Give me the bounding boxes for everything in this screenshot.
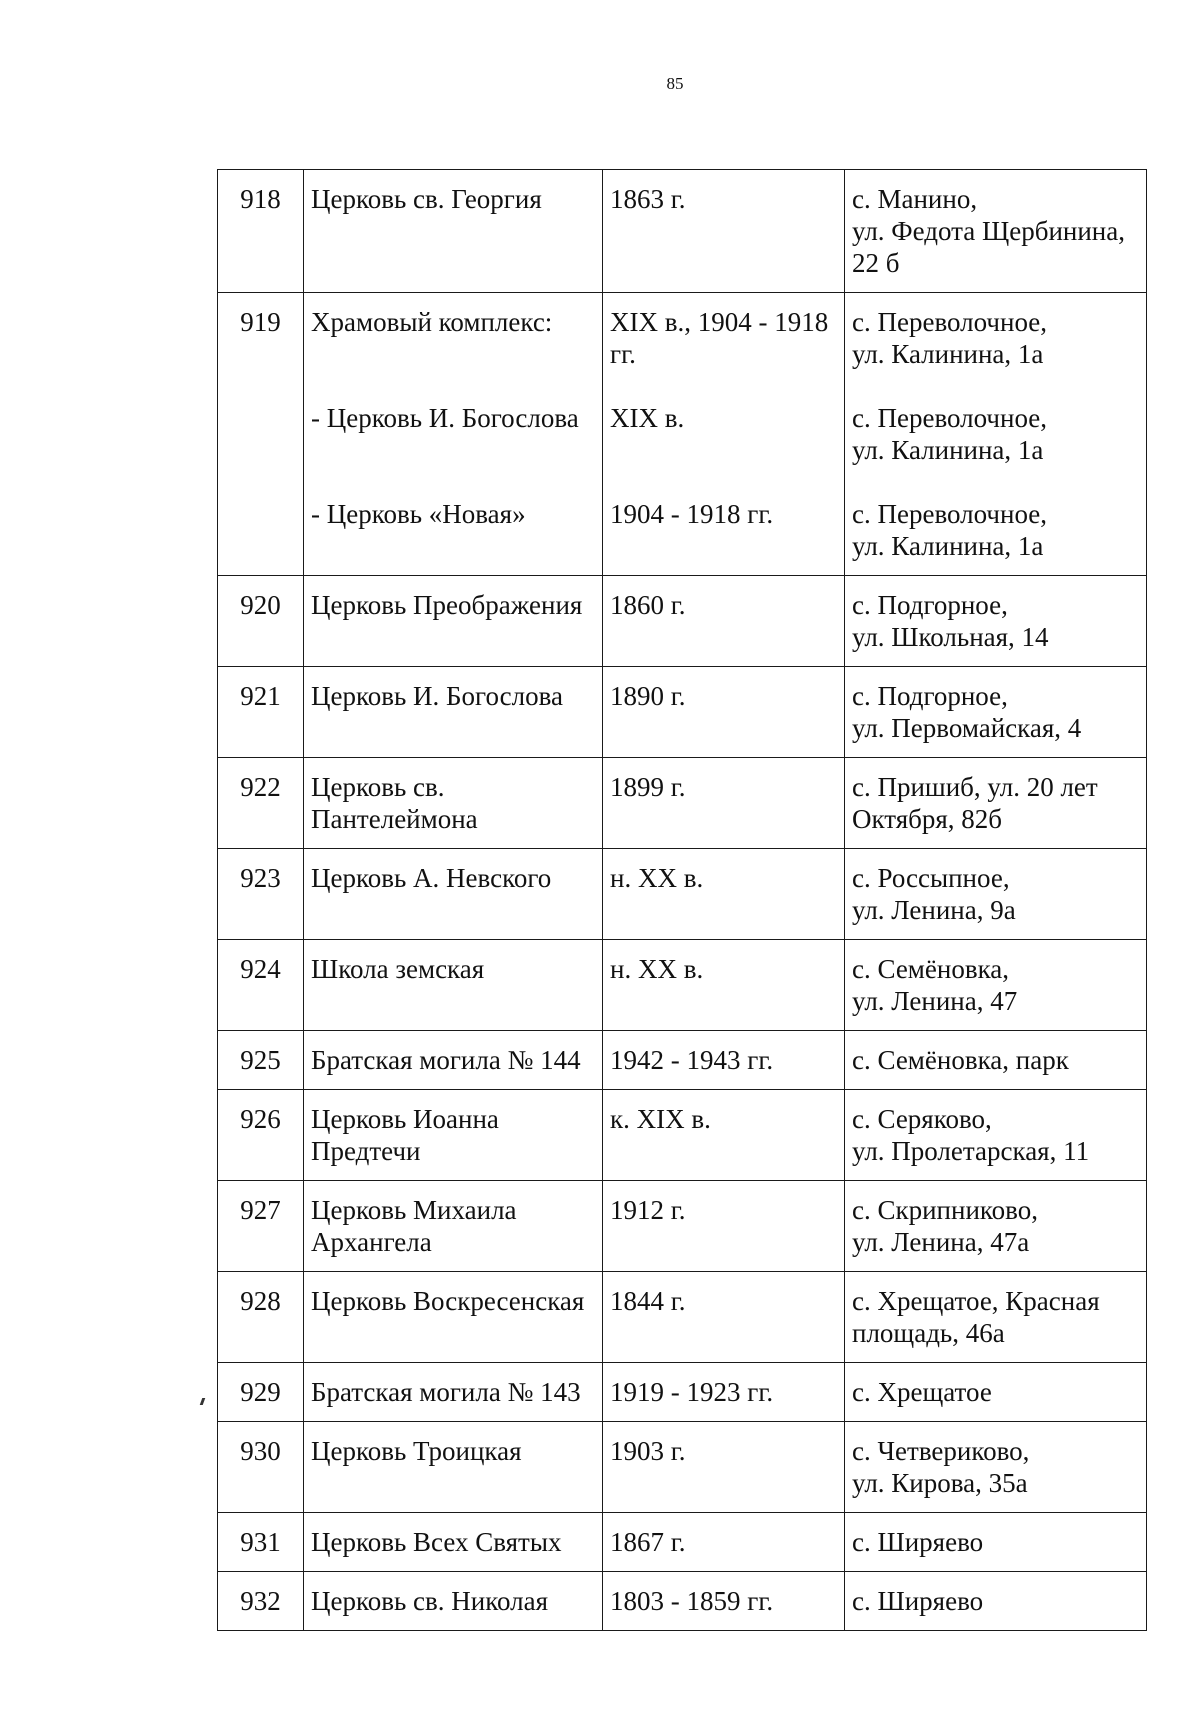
dating-cell bbox=[603, 940, 845, 1031]
cell-line: 1942 - 1943 гг. bbox=[610, 1045, 774, 1075]
stray-pen-mark bbox=[200, 1398, 206, 1405]
object-name-cell bbox=[304, 1181, 603, 1272]
object-name-cell bbox=[304, 170, 603, 293]
row-number: 925 bbox=[218, 1031, 304, 1090]
cell-line: XIX в., 1904 - 1918 bbox=[610, 307, 829, 337]
cell-line: ул. Калинина, 1а bbox=[852, 339, 1044, 369]
object-name-cell bbox=[304, 1513, 603, 1572]
table-row bbox=[218, 940, 1147, 1031]
dating-cell bbox=[603, 170, 845, 293]
cell-line: с. Подгорное, bbox=[852, 681, 1008, 711]
dating-cell bbox=[603, 667, 845, 758]
dating-cell bbox=[603, 1513, 845, 1572]
row-number: 921 bbox=[218, 667, 304, 758]
object-name-cell bbox=[304, 1090, 603, 1181]
address-cell bbox=[845, 1572, 1147, 1631]
cell-line: XIX в. bbox=[610, 403, 685, 433]
cell-line: ул. Федота Щербинина, bbox=[852, 216, 1125, 246]
cell-line: Церковь св. Георгия bbox=[311, 184, 542, 214]
cell-line: 1867 г. bbox=[610, 1527, 686, 1557]
address-cell bbox=[845, 667, 1147, 758]
dating-cell bbox=[603, 758, 845, 849]
address-cell bbox=[845, 1363, 1147, 1422]
row-number: 932 bbox=[218, 1572, 304, 1631]
cell-line: с. Серяково, bbox=[852, 1104, 992, 1134]
cell-line: Октября, 82б bbox=[852, 804, 1003, 834]
cell-line: Братская могила № 143 bbox=[311, 1377, 581, 1407]
address-cell bbox=[845, 1031, 1147, 1090]
complex-part-name bbox=[311, 498, 595, 562]
dating-cell bbox=[603, 849, 845, 940]
cell-line: ул. Калинина, 1а bbox=[852, 435, 1044, 465]
object-name-cell bbox=[304, 849, 603, 940]
heritage-objects-table bbox=[217, 169, 1147, 1631]
cell-line: с. Переволочное, bbox=[852, 403, 1048, 433]
cell-line: Церковь А. Невского bbox=[311, 863, 552, 893]
cell-line: 1919 - 1923 гг. bbox=[610, 1377, 774, 1407]
cell-line: Церковь св. bbox=[311, 772, 445, 802]
address-cell bbox=[845, 1422, 1147, 1513]
row-number: 922 bbox=[218, 758, 304, 849]
table-row bbox=[218, 576, 1147, 667]
address-cell bbox=[845, 940, 1147, 1031]
cell-line: с. Ширяево bbox=[852, 1527, 984, 1557]
table-row bbox=[218, 1090, 1147, 1181]
cell-line: Братская могила № 144 bbox=[311, 1045, 581, 1075]
cell-line: Предтечи bbox=[311, 1136, 421, 1166]
complex-part-dating bbox=[610, 306, 837, 370]
dating-cell bbox=[603, 1181, 845, 1272]
cell-line: Церковь Всех Святых bbox=[311, 1527, 562, 1557]
cell-line: с. Семёновка, bbox=[852, 954, 1010, 984]
row-number: 929 bbox=[218, 1363, 304, 1422]
cell-line: ул. Кирова, 35а bbox=[852, 1468, 1028, 1498]
object-name-cell bbox=[304, 1031, 603, 1090]
cell-line: 22 б bbox=[852, 248, 900, 278]
dating-cell bbox=[603, 1090, 845, 1181]
cell-line: ул. Ленина, 47 bbox=[852, 986, 1018, 1016]
complex-part-dating bbox=[610, 402, 837, 466]
table-row bbox=[218, 170, 1147, 293]
row-number: 918 bbox=[218, 170, 304, 293]
cell-line: к. XIX в. bbox=[610, 1104, 711, 1134]
object-name-cell bbox=[304, 1272, 603, 1363]
cell-line: н. XX в. bbox=[610, 863, 704, 893]
table-row bbox=[218, 1031, 1147, 1090]
dating-cell bbox=[603, 1422, 845, 1513]
row-number: 928 bbox=[218, 1272, 304, 1363]
cell-line: площадь, 46а bbox=[852, 1318, 1005, 1348]
spacer bbox=[610, 434, 837, 466]
cell-line: Церковь Иоанна bbox=[311, 1104, 499, 1134]
cell-line: Церковь Михаила bbox=[311, 1195, 517, 1225]
cell-line: с. Подгорное, bbox=[852, 590, 1008, 620]
table-body bbox=[218, 170, 1147, 1631]
page-number: 85 bbox=[666, 74, 684, 93]
address-cell bbox=[845, 849, 1147, 940]
cell-line: 1899 г. bbox=[610, 772, 686, 802]
cell-line: Церковь И. Богослова bbox=[311, 681, 563, 711]
spacer bbox=[311, 530, 595, 562]
cell-line: ул. Пролетарская, 11 bbox=[852, 1136, 1090, 1166]
row-number: 926 bbox=[218, 1090, 304, 1181]
object-name-cell bbox=[304, 1363, 603, 1422]
cell-line: с. Ширяево bbox=[852, 1586, 984, 1616]
table-row bbox=[218, 1272, 1147, 1363]
cell-line: н. XX в. bbox=[610, 954, 704, 984]
dating-cell bbox=[603, 1031, 845, 1090]
cell-line: - Церковь И. Богослова bbox=[311, 403, 579, 433]
cell-line: с. Хрещатое bbox=[852, 1377, 992, 1407]
address-cell bbox=[845, 1513, 1147, 1572]
cell-line: Храмовый комплекс: bbox=[311, 307, 553, 337]
row-number: 930 bbox=[218, 1422, 304, 1513]
cell-line: Архангела bbox=[311, 1227, 432, 1257]
cell-line: ул. Калинина, 1а bbox=[852, 531, 1044, 561]
table-row bbox=[218, 1572, 1147, 1631]
dating-cell bbox=[603, 576, 845, 667]
dating-cell bbox=[603, 293, 845, 576]
cell-line: Пантелеймона bbox=[311, 804, 478, 834]
object-name-cell bbox=[304, 576, 603, 667]
spacer bbox=[311, 434, 595, 466]
table-row bbox=[218, 1513, 1147, 1572]
cell-line: с. Переволочное, bbox=[852, 499, 1048, 529]
cell-line: Церковь св. Николая bbox=[311, 1586, 548, 1616]
cell-line: гг. bbox=[610, 339, 636, 369]
complex-part-address bbox=[852, 306, 1139, 370]
cell-line: - Церковь «Новая» bbox=[311, 499, 526, 529]
cell-line: с. Четвериково, bbox=[852, 1436, 1030, 1466]
complex-part-name bbox=[311, 402, 595, 466]
cell-line: с. Переволочное, bbox=[852, 307, 1048, 337]
cell-line: Церковь Троицкая bbox=[311, 1436, 522, 1466]
cell-line: с. Манино, bbox=[852, 184, 978, 214]
cell-line: 1860 г. bbox=[610, 590, 686, 620]
dating-cell bbox=[603, 1363, 845, 1422]
cell-line: Церковь Преображения bbox=[311, 590, 583, 620]
spacer bbox=[610, 530, 837, 562]
cell-line: ул. Ленина, 9а bbox=[852, 895, 1016, 925]
cell-line: ул. Ленина, 47а bbox=[852, 1227, 1030, 1257]
cell-line: 1863 г. bbox=[610, 184, 686, 214]
cell-line: с. Семёновка, парк bbox=[852, 1045, 1069, 1075]
row-number: 931 bbox=[218, 1513, 304, 1572]
table-row bbox=[218, 1422, 1147, 1513]
cell-line: с. Скрипниково, bbox=[852, 1195, 1038, 1225]
table-row bbox=[218, 293, 1147, 576]
cell-line: с. Россыпное, bbox=[852, 863, 1010, 893]
complex-part-address bbox=[852, 402, 1139, 466]
row-number: 920 bbox=[218, 576, 304, 667]
cell-line: 1890 г. bbox=[610, 681, 686, 711]
dating-cell bbox=[603, 1572, 845, 1631]
complex-part-address bbox=[852, 498, 1139, 562]
cell-line: 1903 г. bbox=[610, 1436, 686, 1466]
address-cell bbox=[845, 1272, 1147, 1363]
cell-line: 1803 - 1859 гг. bbox=[610, 1586, 774, 1616]
spacer bbox=[311, 338, 595, 370]
row-number: 923 bbox=[218, 849, 304, 940]
address-cell bbox=[845, 170, 1147, 293]
complex-part-name bbox=[311, 306, 595, 370]
address-cell bbox=[845, 1090, 1147, 1181]
object-name-cell bbox=[304, 293, 603, 576]
object-name-cell bbox=[304, 1572, 603, 1631]
cell-line: с. Пришиб, ул. 20 лет bbox=[852, 772, 1098, 802]
address-cell bbox=[845, 293, 1147, 576]
cell-line: 1904 - 1918 гг. bbox=[610, 499, 774, 529]
table-row bbox=[218, 758, 1147, 849]
complex-part-dating bbox=[610, 498, 837, 562]
table-row bbox=[218, 1181, 1147, 1272]
cell-line: ул. Школьная, 14 bbox=[852, 622, 1049, 652]
row-number: 919 bbox=[218, 293, 304, 576]
cell-line: ул. Первомайская, 4 bbox=[852, 713, 1082, 743]
row-number: 924 bbox=[218, 940, 304, 1031]
address-cell bbox=[845, 758, 1147, 849]
cell-line: Школа земская bbox=[311, 954, 485, 984]
cell-line: с. Хрещатое, Красная bbox=[852, 1286, 1100, 1316]
cell-line: Церковь Воскресенская bbox=[311, 1286, 585, 1316]
object-name-cell bbox=[304, 940, 603, 1031]
object-name-cell bbox=[304, 667, 603, 758]
row-number: 927 bbox=[218, 1181, 304, 1272]
address-cell bbox=[845, 576, 1147, 667]
cell-line: 1912 г. bbox=[610, 1195, 686, 1225]
table-row bbox=[218, 667, 1147, 758]
table-row bbox=[218, 849, 1147, 940]
address-cell bbox=[845, 1181, 1147, 1272]
table-row bbox=[218, 1363, 1147, 1422]
dating-cell bbox=[603, 1272, 845, 1363]
cell-line: 1844 г. bbox=[610, 1286, 686, 1316]
object-name-cell bbox=[304, 758, 603, 849]
object-name-cell bbox=[304, 1422, 603, 1513]
